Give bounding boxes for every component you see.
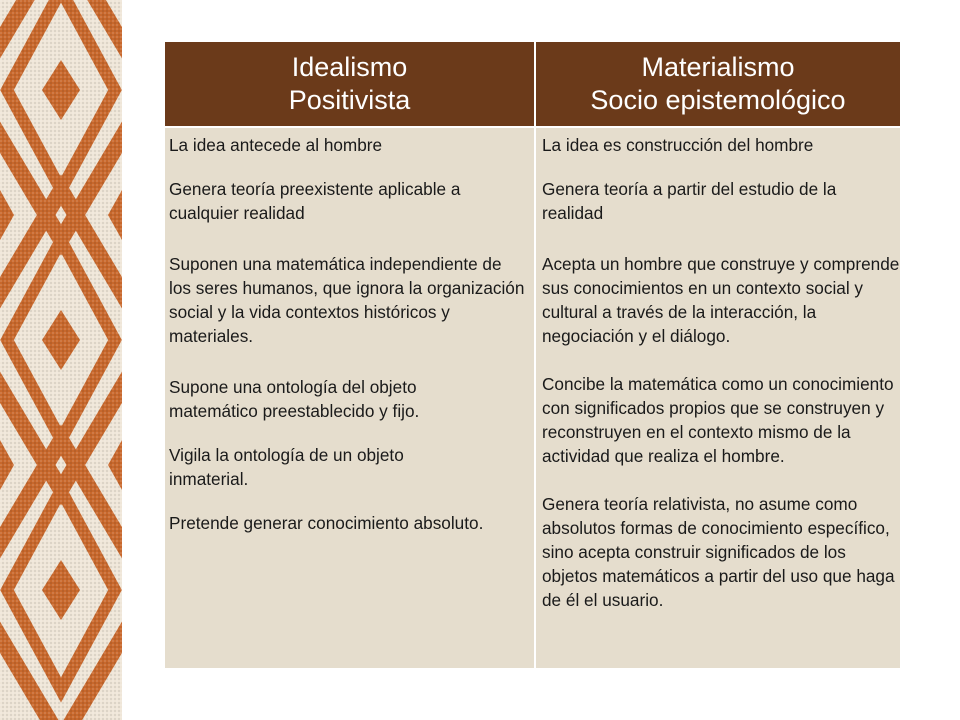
comparison-table bbox=[165, 42, 900, 668]
left-item-4: Supone una ontología del objeto matemático preestablecido y fijo. bbox=[169, 377, 420, 421]
right-item-4: Concibe la matemática como un conocimiento con significados propios que se construyen y reconstruyen en el contexto mismo de la actividad que realiza el hombre. bbox=[542, 374, 894, 466]
woven-textile-decoration bbox=[0, 0, 122, 720]
right-column-cell bbox=[535, 127, 900, 668]
left-item-2: Genera teoría preexistente aplicable a cualquier realidad bbox=[169, 179, 461, 223]
left-item-1: La idea antecede al hombre bbox=[169, 135, 383, 155]
textile-pattern-image bbox=[0, 0, 122, 720]
left-item-6: Pretende generar conocimiento absoluto. bbox=[169, 513, 484, 533]
table-header-row bbox=[165, 42, 900, 127]
right-item-2: Genera teoría a partir del estudio de la realidad bbox=[542, 179, 837, 223]
left-item-3: Suponen una matemática independiente de los seres humanos, que ignora la organización social y la vida contextos históricos y materiales. bbox=[169, 254, 525, 346]
header-materialismo-socio-epistemologico bbox=[535, 42, 900, 127]
right-item-5: Genera teoría relativista, no asume como absolutos formas de conocimiento específico, sino acepta construir significados de los objetos matemáticos a partir del uso que haga de él el usuario. bbox=[542, 494, 895, 610]
header-right-line-2: Socio epistemológico bbox=[590, 85, 846, 115]
header-left-line-2: Positivista bbox=[288, 85, 411, 115]
left-column-cell bbox=[165, 127, 535, 668]
header-idealismo-positivista bbox=[165, 42, 535, 127]
right-item-3: Acepta un hombre que construye y comprende sus conocimientos en un contexto social y cultural a través de la interacción, la negociación y el diálogo. bbox=[542, 254, 900, 346]
left-item-5: Vigila la ontología de un objeto inmaterial. bbox=[169, 445, 404, 489]
header-left-line-1: Idealismo bbox=[291, 52, 408, 82]
right-item-1: La idea es construcción del hombre bbox=[542, 135, 814, 155]
table-body-row bbox=[165, 127, 900, 668]
header-right-line-1: Materialismo bbox=[641, 52, 795, 82]
